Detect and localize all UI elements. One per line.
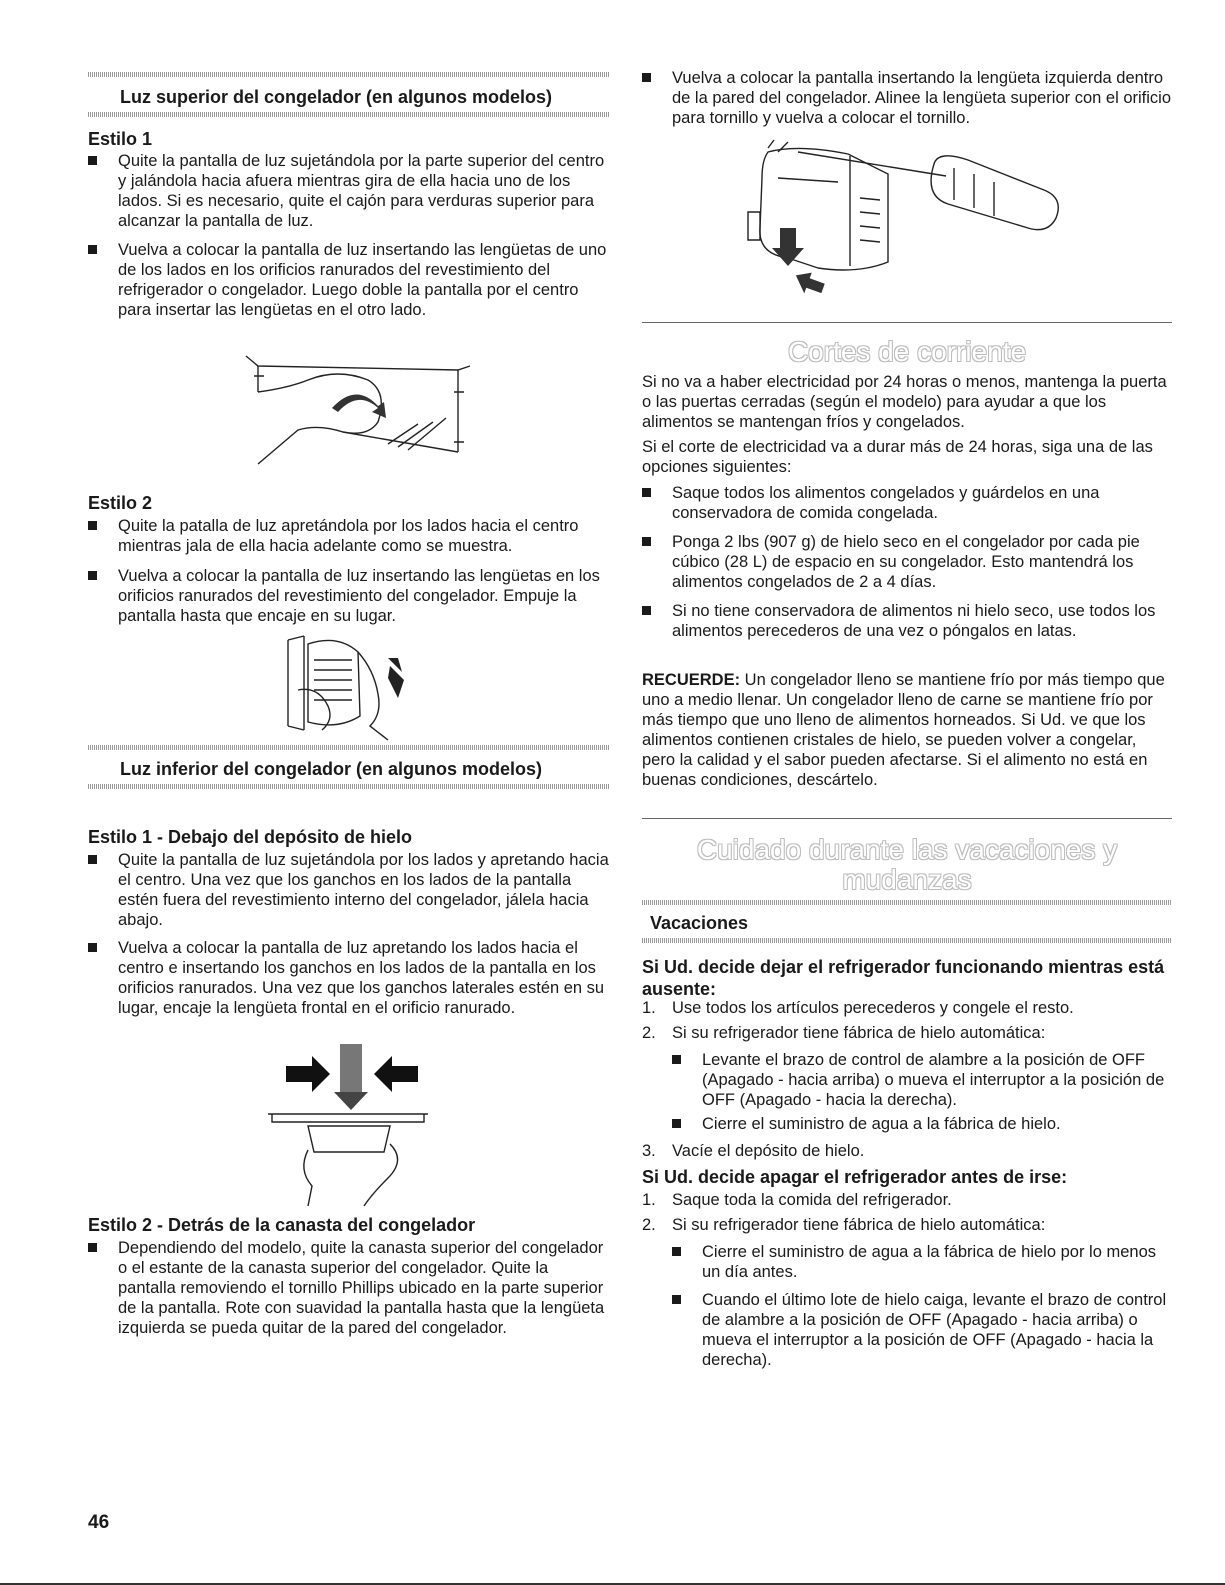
list-item: Quite la pantalla de luz sujetándola por la parte superior del centro y jalándola hacia afuera mientras gira de ella hacia uno de los lados. Si es necesario, quite el cajón para verduras superior para alcanzar la pantalla de luz. [88,151,610,231]
section-rule [88,745,610,750]
list-item: 2. Si su refrigerador tiene fábrica de hielo automática: [642,1024,1046,1042]
bullet-icon [88,245,97,254]
vacation-title-line-1: Cuidado durante las vacaciones y [696,834,1118,865]
list-item: Vuelva a colocar la pantalla de luz apretando los lados hacia el centro e insertando los ganchos en los lados de la pantalla en los orificios ranurados. Una vez que los ganchos laterales estén en su lugar, encaje la lengüeta frontal en el orificio ranurado. [88,938,610,1018]
bullet-icon [88,855,97,864]
list-item: Levante el brazo de control de alambre a la posición de OFF (Apagado - hacia arriba) o mueva el interruptor a la posición de OFF (Apagado - hacia la derecha). [672,1050,1172,1110]
remember-text: Un congelador lleno se mantiene frío por más tiempo que uno a medio llenar. Un congelador lleno de carne se mantiene frío por más tiempo que uno lleno de alimentos horneados. Si Ud. ve que los alimentos contienen cristales de hielo, se pueden volver a congelar, pero la calidad y el sabor pueden afectarse. Si el alimento no está en buenas condiciones, descártelo. [642,671,1165,789]
list-item: Quite la patalla de luz apretándola por los lados hacia el centro mientras jala de ella hacia adelante como se muestra. [88,516,610,556]
bullet-icon [672,1055,681,1064]
screwdriver-shield-illustration [738,138,1068,308]
list-item: Saque todos los alimentos congelados y guárdelos en una conservadora de comida congelada. [642,483,1172,523]
light-shield-removal-illustration [218,352,478,472]
list-item: Dependiendo del modelo, quite la canasta superior del congelador o el estante de la canasta superior del congelador. Quite la pantalla removiendo el tornillo Phillips ubicado en la parte superior de la pantalla. Rote con suavidad la pantalla hasta que la lengüeta izquierda se pueda quitar de la pared del congelador. [88,1238,610,1338]
section-rule [642,900,1172,905]
arrow-down-icon [772,228,804,266]
power-outage-title: Cortes de corriente [787,336,1027,367]
list-item: Cierre el suministro de agua a la fábrica de hielo por lo menos un día antes. [672,1242,1172,1282]
vacation-title-line-2: mudanzas [842,864,972,895]
remember-label: RECUERDE: [642,671,741,689]
bullet-icon [88,521,97,530]
section-rule [88,72,610,77]
leave-running-heading: Si Ud. decide dejar el refrigerador funcionando mientras está ausente: [642,957,1165,999]
list-item: 1. Use todos los artículos perecederos y congele el resto. [642,999,1074,1017]
section-rule [88,112,610,117]
style1-heading: Estilo 1 [88,129,153,149]
section-rule [88,784,610,789]
section-rule [642,818,1172,819]
list-item: Vuelva a colocar la pantalla de luz insertando las lengüetas en los orificios ranurados del revestimiento del congelador. Empuje la pantalla hasta que encaje en su lugar. [88,566,610,626]
style-under-ice-bin-heading: Estilo 1 - Debajo del depósito de hielo [88,827,413,847]
list-item: Si no tiene conservadora de alimentos ni hielo seco, use todos los alimentos perecederos de una vez o póngalos en latas. [642,601,1172,641]
bullet-icon [642,488,651,497]
bullet-icon [672,1119,681,1128]
arrow-left-icon [374,1056,418,1092]
section-rule [642,938,1172,943]
bullet-icon [642,606,651,615]
list-item: Vuelva a colocar la pantalla de luz insertando las lengüetas de uno de los lados en los orificios ranurados del revestimiento del refrigerador o congelador. Luego doble la pantalla por el centro para insertar las lengüetas en el otro lado. [88,240,610,320]
bullet-icon [88,1243,97,1252]
arrow-right-icon [286,1056,330,1092]
bullet-icon [88,571,97,580]
vacations-heading: Vacaciones [650,913,749,933]
turn-off-heading: Si Ud. decide apagar el refrigerador antes de irse: [642,1167,1068,1187]
section-rule [642,322,1172,323]
page-number: 46 [88,1512,110,1533]
list-item: Ponga 2 lbs (907 g) de hielo seco en el congelador por cada pie cúbico (28 L) de espacio en su congelador. Esto mantendrá los alimentos congelados de 2 a 4 días. [642,532,1172,592]
style-behind-basket-heading: Estilo 2 - Detrás de la canasta del congelador [88,1215,476,1235]
light-shield-squeeze-illustration [278,630,418,742]
arrow-icon [388,658,404,698]
bullet-icon [88,156,97,165]
bullet-icon [642,73,651,82]
list-item: 3. Vacíe el depósito de hielo. [642,1142,865,1160]
power-paragraph-1: Si no va a haber electricidad por 24 horas o menos, mantenga la puerta o las puertas cerradas (según el modelo) para ayudar a que los alimentos se mantengan fríos y congelados. [642,373,1167,431]
list-item: Cuando el último lote de hielo caiga, levante el brazo de control de alambre a la posición de OFF (Apagado - hacia arriba) o mueva el interruptor a la posición de OFF (Apagado - hacia la derecha). [672,1290,1172,1370]
style2-heading: Estilo 2 [88,493,153,513]
bullet-icon [672,1295,681,1304]
list-item: Cierre el suministro de agua a la fábrica de hielo. [672,1114,1172,1134]
remember-note [642,670,1172,790]
list-item: Quite la pantalla de luz sujetándola por los lados y apretando hacia el centro. Una vez que los ganchos en los lados de la pantalla estén fuera del revestimiento interno del congelador, jálela hacia abajo. [88,850,610,930]
section-title-upper-light: Luz superior del congelador (en algunos modelos) [120,87,553,107]
bullet-icon [672,1247,681,1256]
power-paragraph-2: Si el corte de electricidad va a durar más de 24 horas, siga una de las opciones siguientes: [642,438,1153,476]
arrow-icon [791,268,827,299]
rotate-arrow-icon [332,394,386,418]
list-item: 2. Si su refrigerador tiene fábrica de hielo automática: [642,1216,1046,1234]
ice-bin-shield-illustration [268,1040,438,1210]
bullet-icon [88,943,97,952]
bullet-icon [642,537,651,546]
list-item: Vuelva a colocar la pantalla insertando la lengüeta izquierda dentro de la pared del congelador. Alinee la lengüeta superior con el orificio para tornillo y vuelva a colocar el tornillo. [642,68,1172,128]
list-item: 1. Saque toda la comida del refrigerador. [642,1191,952,1209]
section-title-lower-light: Luz inferior del congelador (en algunos modelos) [120,759,543,779]
